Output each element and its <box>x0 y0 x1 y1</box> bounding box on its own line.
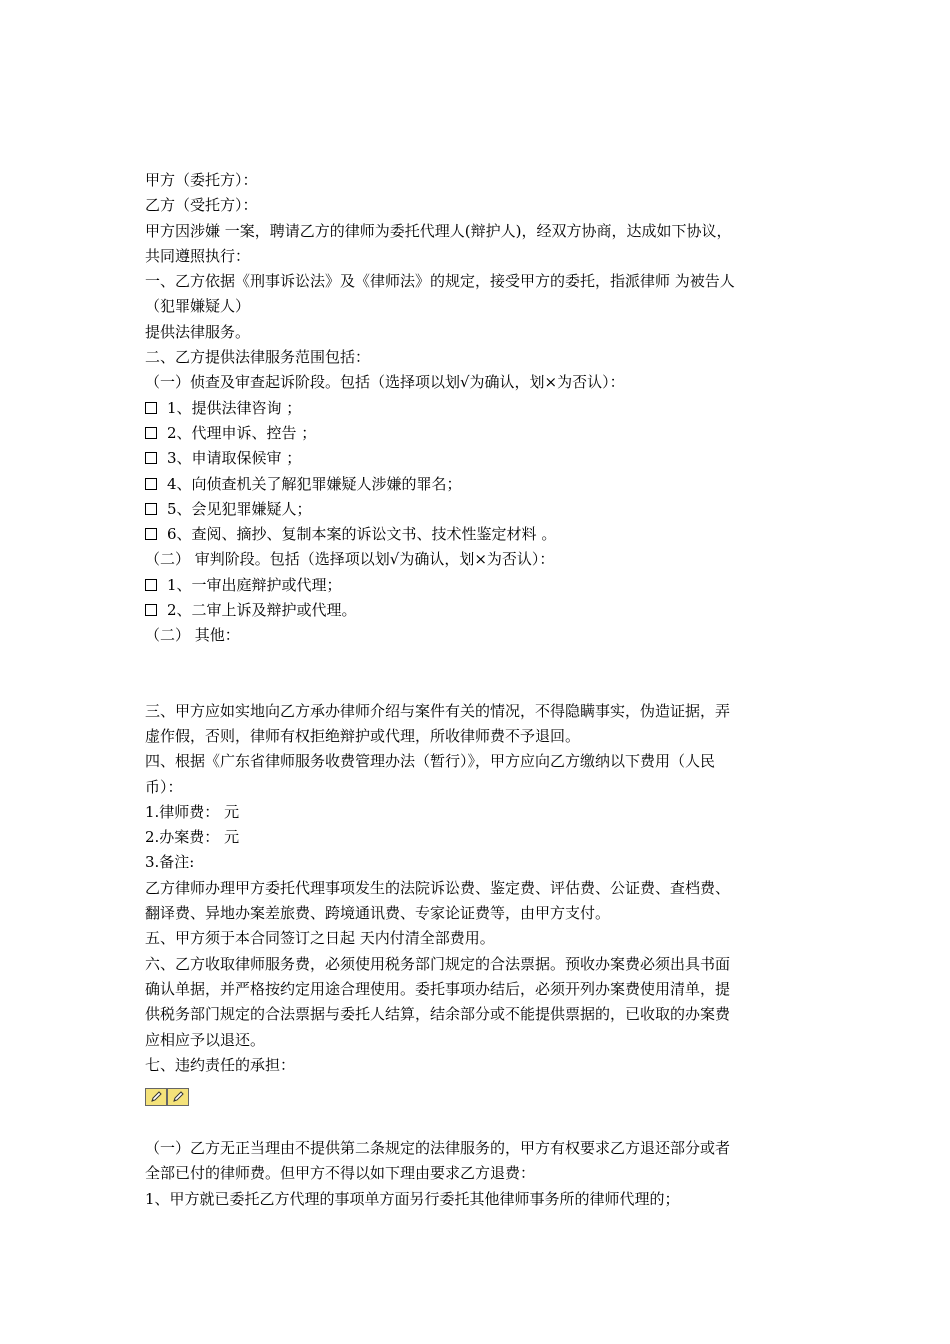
clause-2-heading: 二、乙方提供法律服务范围包括： <box>145 348 371 367</box>
remarks-text-1: 乙方律师办理甲方委托代理事项发生的法院诉讼费、鉴定费、评估费、公证费、查档费、 <box>145 878 731 897</box>
clause-6-line-2: 确认单据，并严格按约定用途合理使用。委托事项办结后，必须开列办案费使用清单，提 <box>145 979 731 998</box>
checkbox-7[interactable] <box>145 579 157 591</box>
checkbox-2[interactable] <box>145 427 157 439</box>
other-heading: （二） 其他： <box>145 626 240 645</box>
case-fee-line: 2.办案费： 元 <box>145 828 240 847</box>
clause-1-line-1: 一、乙方依据《刑事诉讼法》及《律师法》的规定，接受甲方的委托，指派律师 为被告人 <box>145 272 735 291</box>
stage-1-checklist <box>145 396 809 548</box>
clause-3-line-2: 虚作假，否则，律师有权拒绝辩护或代理，所收律师费不予退回。 <box>145 726 581 745</box>
middle-section <box>145 699 809 1078</box>
clause-6-line-1: 六、乙方收取律师服务费，必须使用税务部门规定的合法票据。预收办案费必须出具书面 <box>145 954 731 973</box>
clause-7-heading: 七、违约责任的承担： <box>145 1055 296 1074</box>
stage-2-checklist <box>145 573 809 624</box>
list-item: 1、一审出庭辩护或代理； <box>145 573 809 598</box>
remarks-text-2: 翻译费、异地办案差旅费、跨境通讯费、专家论证费等，由甲方支付。 <box>145 904 611 923</box>
checkbox-1[interactable] <box>145 402 157 414</box>
edit-icon[interactable] <box>167 1088 189 1106</box>
blank-space <box>145 1108 809 1122</box>
remarks-line: 3.备注: <box>145 853 195 872</box>
list-item: 5、会见犯罪嫌疑人； <box>145 497 809 522</box>
clause-5-line: 五、甲方须于本合同签订之日起 天内付清全部费用。 <box>145 929 495 948</box>
list-item: 2、代理申诉、控告 ； <box>145 421 809 446</box>
checkbox-5[interactable] <box>145 503 157 515</box>
clause-3-line-1: 三、甲方应如实地向乙方承办律师介绍与案件有关的情况，不得隐瞒事实，伪造证据，弄 <box>145 701 731 720</box>
stage-2-heading: （二） 审判阶段。包括（选择项以划√为确认，划×为否认）： <box>145 550 555 569</box>
list-item: 2、二审上诉及辩护或代理。 <box>145 598 809 623</box>
lawyer-fee-line: 1.律师费： 元 <box>145 802 240 821</box>
blank-space <box>145 649 809 699</box>
list-item: 4、向侦查机关了解犯罪嫌疑人涉嫌的罪名； <box>145 472 809 497</box>
checkbox-4[interactable] <box>145 478 157 490</box>
intro-line-1: 甲方因涉嫌 一案，聘请乙方的律师为委托代理人(辩护人)，经双方协商，达成如下协议， <box>145 221 732 240</box>
blank-space <box>145 1078 809 1086</box>
header-section <box>145 168 809 396</box>
intro-line-2: 共同遵照执行： <box>145 246 251 265</box>
clause-4-line-1: 四、根据《广东省律师服务收费管理办法（暂行）》，甲方应向乙方缴纳以下费用（人民 <box>145 752 716 771</box>
clause-1-line-3: 提供法律服务。 <box>145 322 251 341</box>
clause-7-1-item-1: 1、甲方就已委托乙方代理的事项单方面另行委托其他律师事务所的律师代理的； <box>145 1189 680 1208</box>
clause-7-1-line-1: （一）乙方无正当理由不提供第二条规定的法律服务的，甲方有权要求乙方退还部分或者 <box>145 1139 731 1158</box>
checkbox-6[interactable] <box>145 528 157 540</box>
footer-section <box>145 1136 809 1212</box>
list-item: 6、查阅、摘抄、复制本案的诉讼文书、技术性鉴定材料 。 <box>145 522 809 547</box>
contract-document <box>145 168 809 1212</box>
checkbox-3[interactable] <box>145 452 157 464</box>
stage-1-heading: （一）侦查及审查起诉阶段。包括（选择项以划√为确认，划×为否认）： <box>145 373 625 392</box>
blank-space <box>145 1122 809 1136</box>
clause-1-line-2: （犯罪嫌疑人） <box>145 297 251 316</box>
clause-4-line-2: 币）： <box>145 777 183 796</box>
party-a-line: 甲方（委托方）： <box>145 171 258 189</box>
list-item: 3、申请取保候审 ； <box>145 446 809 471</box>
clause-6-line-4: 应相应予以退还。 <box>145 1030 266 1049</box>
clause-7-1-line-2: 全部已付的律师费。但甲方不得以如下理由要求乙方退费： <box>145 1164 536 1183</box>
clause-6-line-3: 供税务部门规定的合法票据与委托人结算，结余部分或不能提供票据的，已收取的办案费 <box>145 1005 731 1024</box>
list-item: 1、提供法律咨询 ； <box>145 396 809 421</box>
party-b-line: 乙方（受托方）： <box>145 196 258 215</box>
embedded-icons <box>145 1086 809 1108</box>
edit-icon[interactable] <box>145 1088 167 1106</box>
checkbox-8[interactable] <box>145 604 157 616</box>
